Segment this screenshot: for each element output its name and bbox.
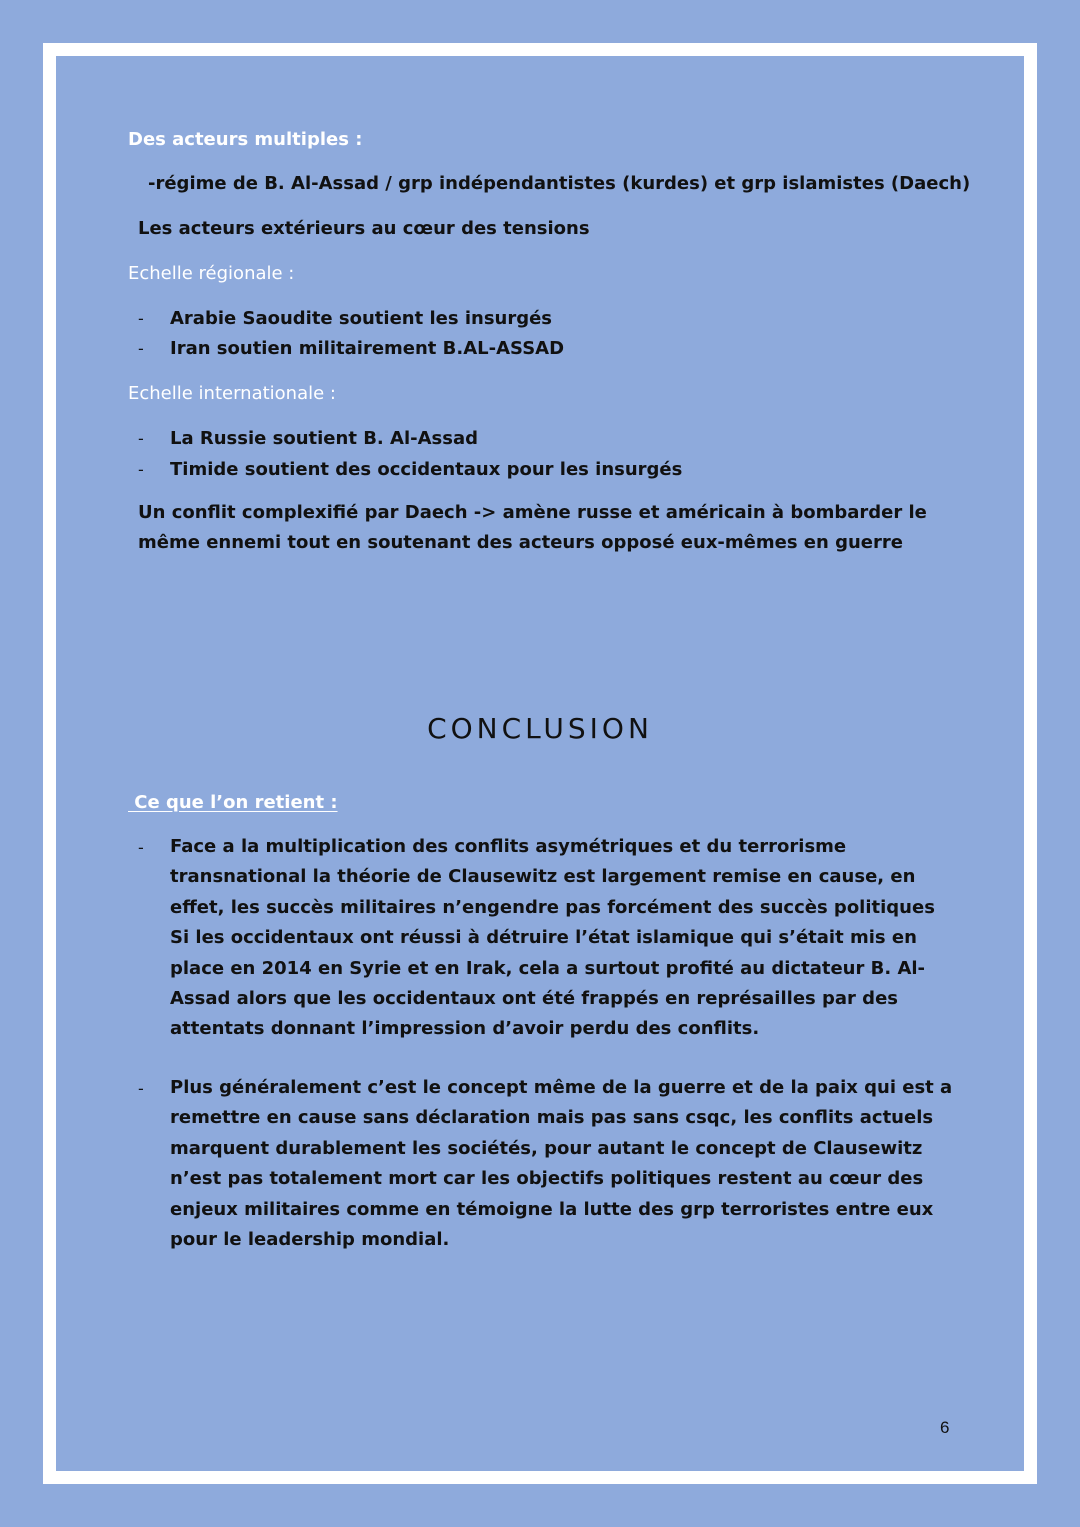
regional-title: Echelle régionale :	[128, 263, 295, 284]
regional-bullet-dash-2: -	[138, 339, 144, 358]
international-title: Echelle internationale :	[128, 383, 336, 404]
regional-bullet-1: Arabie Saoudite soutient les insurgés	[170, 308, 553, 329]
international-bullet-dash-2: -	[138, 460, 144, 479]
conclusion-heading: CONCLUSION	[427, 712, 653, 745]
actors-line-2: Les acteurs extérieurs au cœur des tensions	[138, 218, 590, 239]
actors-title: Des acteurs multiples :	[128, 129, 363, 150]
conclusion-bullet-1: Face a la multiplication des conflits asymétriques et du terrorisme transnational la théorie de Clausewitz est largement remise en cause, en effet, les succès militaires n’engendre pas forcément des succès politiques Si les occidentaux ont réussi à détruire l’état islamique qui s’était mis en place en 2014 en Syrie et en Irak, cela a surtout profité au dictateur B. Al-Assad alors que les occidentaux ont été frappés en représailles par des attentats donnant l’impression d’avoir perdu des conflits.	[170, 836, 935, 1040]
conclusion-subtitle: Ce que l’on retient :	[128, 792, 338, 813]
page-number: 6	[940, 1418, 950, 1437]
regional-bullet-dash-1: -	[138, 309, 144, 328]
regional-bullet-2: Iran soutien militairement B.AL-ASSAD	[170, 338, 565, 359]
conclusion-bullet-2: Plus généralement c’est le concept même de la guerre et de la paix qui est a remettre en cause sans déclaration mais pas sans csqc, les conflits actuels marquent durablement les sociétés, pour autant le concept de Clausewitz n’est pas totalement mort car les objectifs politiques restent au cœur des enjeux militaires comme en témoigne la lutte des grp terroristes entre eux pour le leadership mondial.	[170, 1077, 953, 1251]
international-bullet-2: Timide soutient des occidentaux pour les insurgés	[170, 459, 683, 480]
conclusion-bullet-dash-2: -	[138, 1079, 144, 1098]
actors-line-1: -régime de B. Al-Assad / grp indépendantistes (kurdes) et grp islamistes (Daech)	[148, 173, 971, 194]
document-page	[56, 56, 1024, 1471]
complexity-paragraph: Un conflit complexifié par Daech -> amène russe et américain à bombarder le même ennemi tout en soutenant des acteurs opposé eux-mêmes en guerre	[138, 502, 927, 554]
conclusion-bullet-dash-1: -	[138, 838, 144, 857]
international-bullet-1: La Russie soutient B. Al-Assad	[170, 428, 478, 449]
international-bullet-dash-1: -	[138, 429, 144, 448]
